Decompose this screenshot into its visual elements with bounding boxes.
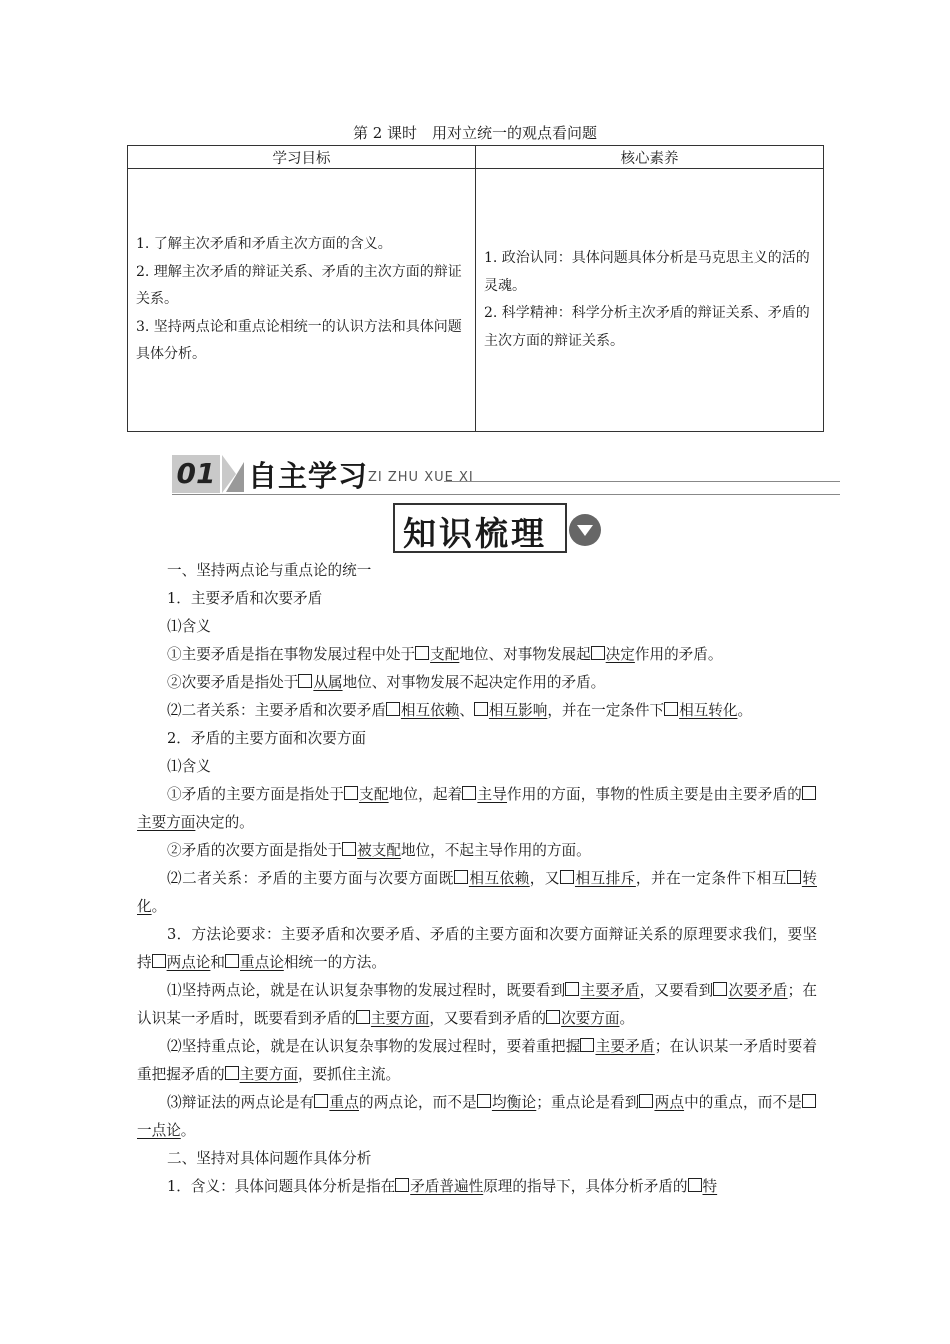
banner-pinyin: ZI ZHU XUE XI — [368, 470, 474, 485]
chevron-down-icon — [569, 514, 601, 546]
para: 3．方法论要求：主要矛盾和次要矛盾、矛盾的主要方面和次要方面辩证关系的原理要求我们，要坚持 两点论和 重点论相统一的方法。 — [137, 926, 817, 971]
para: ①主要矛盾是指在事物发展过程中处于 支配地位、对事物发展起 决定作用的矛盾。 — [167, 646, 723, 663]
header-core-literacy: 核心素养 — [476, 146, 824, 169]
para: 1．含义：具体问题具体分析是指在 矛盾普遍性原理的指导下，具体分析矛盾的 特 — [167, 1178, 718, 1195]
goal-item: 1. 了解主次矛盾和矛盾主次方面的含义。 — [136, 236, 392, 253]
heading-1-2: 2．矛盾的主要方面和次要方面 — [167, 730, 367, 747]
literacy-item: 2. 科学精神：科学分析主次矛盾的辩证关系、矛盾的主次方面的辩证关系。 — [484, 305, 810, 349]
core-literacy-cell — [476, 169, 824, 432]
heading-2: 二、坚持对具体问题作具体分析 — [167, 1150, 372, 1167]
banner-number: 01 — [172, 455, 220, 493]
section-title: 知识梳理 — [403, 514, 547, 553]
section-title-box — [393, 503, 567, 553]
literacy-item: 1. 政治认同：具体问题具体分析是马克思主义的活的灵魂。 — [484, 250, 810, 294]
header-learning-goals: 学习目标 — [128, 146, 476, 169]
content-body — [137, 557, 817, 1201]
para: ⑶辩证法的两点论是有 重点的两点论，而不是 均衡论；重点论是看到 两点中的重点，而不是一点论。 — [137, 1089, 817, 1145]
para: ⑴坚持两点论，就是在认识复杂事物的发展过程时，既要看到 主要矛盾，又要看到 次要矛盾；在认识某一矛盾时，既要看到矛盾的 主要方面，又要看到矛盾的 次要方面。 — [137, 982, 817, 1027]
section-banner — [172, 452, 840, 498]
heading-1-1: 1．主要矛盾和次要矛盾 — [167, 590, 323, 607]
para: ①矛盾的主要方面是指处于 支配地位，起着 主导作用的方面，事物的性质主要是由主要矛盾的主要方面决定的。 — [137, 781, 817, 837]
banner-rule — [444, 481, 840, 482]
para: ⑴含义 — [167, 618, 211, 635]
goal-item: 3. 坚持两点论和重点论相统一的认识方法和具体问题具体分析。 — [136, 318, 462, 363]
para: ②矛盾的次要方面是指处于 被支配地位，不起主导作用的方面。 — [167, 842, 591, 859]
learning-goals-cell — [128, 169, 476, 432]
goal-item: 2. 理解主次矛盾的辩证关系、矛盾的主次方面的辩证关系。 — [136, 263, 462, 308]
lesson-title: 第 2 课时 用对立统一的观点看问题 — [352, 124, 598, 142]
heading-1: 一、坚持两点论与重点论的统一 — [167, 562, 372, 579]
para: ⑵二者关系：主要矛盾和次要矛盾 相互依赖、 相互影响，并在一定条件下 相互转化。 — [167, 702, 753, 719]
banner-underline — [172, 494, 840, 495]
para: ⑵二者关系：矛盾的主要方面与次要方面既 相互依赖，又 相互排斥，并在一定条件下相互 转化。 — [137, 870, 817, 915]
para: ⑵坚持重点论，就是在认识复杂事物的发展过程时，要着重把握 主要矛盾；在认识某一矛盾时要着重把握矛盾的 主要方面，要抓住主流。 — [137, 1038, 817, 1083]
banner-title: 自主学习 — [248, 459, 369, 493]
para: ②次要矛盾是指处于 从属地位、对事物发展不起决定作用的矛盾。 — [167, 674, 606, 691]
objectives-table — [127, 145, 824, 432]
para: ⑴含义 — [167, 758, 211, 775]
